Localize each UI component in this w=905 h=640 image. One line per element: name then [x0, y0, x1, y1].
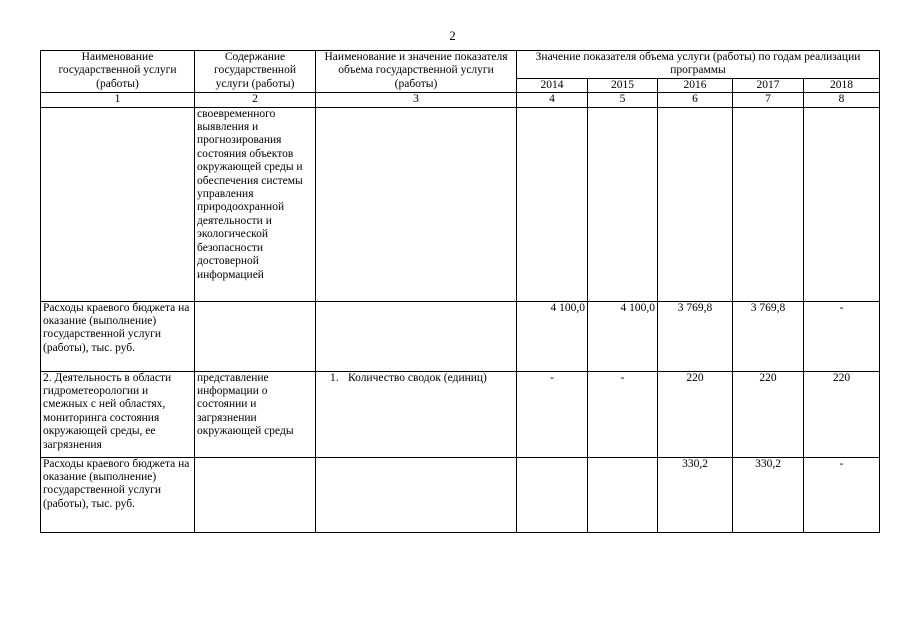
column-number: 4 — [517, 93, 588, 107]
header-indicator: Наименование и значение показателя объема государственной услуги (работы) — [316, 51, 517, 93]
header-year-2017: 2017 — [733, 78, 804, 92]
cell-indicator — [316, 371, 517, 457]
cell-value-2016: 330,2 — [658, 457, 733, 532]
table-row — [41, 457, 880, 532]
services-table — [40, 50, 880, 533]
cell-value-2018 — [804, 107, 880, 301]
column-number: 6 — [658, 93, 733, 107]
cell-service-name: 2. Деятельность в области гидрометеорологии и смежных с ней областях, мониторинга состояния окружающей среды, ее загрязнения — [41, 371, 195, 457]
indicator-text: Количество сводок (единиц) — [348, 371, 487, 384]
column-numbers-row — [41, 93, 880, 107]
header-service-name: Наименование государственной услуги (работы) — [41, 51, 195, 93]
column-number: 2 — [195, 93, 316, 107]
cell-service-content — [195, 301, 316, 371]
cell-indicator — [316, 107, 517, 301]
table-row — [41, 107, 880, 301]
cell-value-2017 — [733, 107, 804, 301]
table-row — [41, 301, 880, 371]
cell-value-2015: 4 100,0 — [588, 301, 658, 371]
cell-value-2018: - — [804, 457, 880, 532]
cell-indicator — [316, 457, 517, 532]
column-number: 7 — [733, 93, 804, 107]
column-number: 3 — [316, 93, 517, 107]
cell-value-2014 — [517, 107, 588, 301]
cell-value-2016: 220 — [658, 371, 733, 457]
cell-service-name — [41, 107, 195, 301]
header-service-content: Содержание государственной услуги (работы) — [195, 51, 316, 93]
cell-value-2018: - — [804, 301, 880, 371]
cell-value-2017: 3 769,8 — [733, 301, 804, 371]
cell-service-content: представление информации о состоянии и загрязнении окружающей среды — [195, 371, 316, 457]
cell-value-2016: 3 769,8 — [658, 301, 733, 371]
cell-value-2014 — [517, 457, 588, 532]
header-years-group: Значение показателя объема услуги (работы) по годам реализации программы — [517, 51, 880, 79]
column-number: 5 — [588, 93, 658, 107]
header-row — [41, 51, 880, 79]
cell-value-2017: 220 — [733, 371, 804, 457]
cell-value-2015 — [588, 457, 658, 532]
cell-service-name: Расходы краевого бюджета на оказание (выполнение) государственной услуги (работы), тыс. руб. — [41, 457, 195, 532]
cell-value-2018: 220 — [804, 371, 880, 457]
column-number: 1 — [41, 93, 195, 107]
cell-value-2014: - — [517, 371, 588, 457]
table-row — [41, 371, 880, 457]
header-year-2018: 2018 — [804, 78, 880, 92]
cell-value-2014: 4 100,0 — [517, 301, 588, 371]
cell-value-2016 — [658, 107, 733, 301]
cell-value-2015 — [588, 107, 658, 301]
cell-service-content: своевременного выявления и прогнозирования состояния объектов окружающей среды и обеспечения системы управления природоохранной деятельности и экологической безопасности достоверной информацией — [195, 107, 316, 301]
header-year-2015: 2015 — [588, 78, 658, 92]
cell-value-2015: - — [588, 371, 658, 457]
header-year-2016: 2016 — [658, 78, 733, 92]
header-year-2014: 2014 — [517, 78, 588, 92]
page-number: 2 — [449, 28, 456, 43]
cell-indicator — [316, 301, 517, 371]
indicator-number: 1. — [330, 371, 339, 384]
cell-value-2017: 330,2 — [733, 457, 804, 532]
cell-service-content — [195, 457, 316, 532]
column-number: 8 — [804, 93, 880, 107]
cell-service-name: Расходы краевого бюджета на оказание (выполнение) государственной услуги (работы), тыс. руб. — [41, 301, 195, 371]
